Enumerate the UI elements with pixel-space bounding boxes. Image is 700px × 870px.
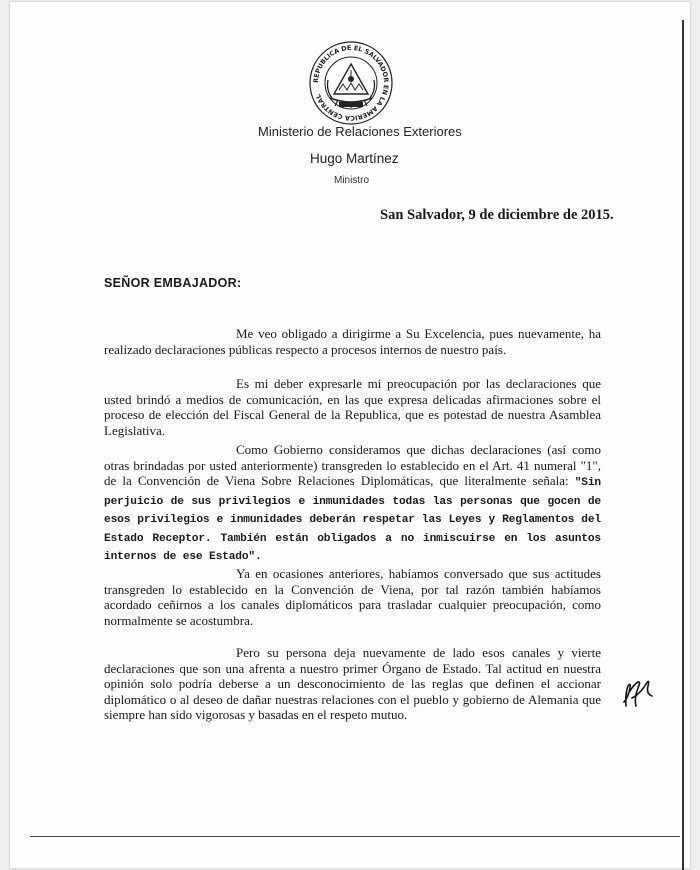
vienna-convention-quote: "Sin perjuicio de sus privilegios e inmunidades todas las personas que gocen de esos privilegios e inmunidades deberán respetar las Leyes y Reglamentos del Estado Receptor. También están obligados a no inmiscuirse en los asuntos internos de ese Estado".: [104, 477, 601, 563]
paragraph-3-intro: Como Gobierno consideramos que dichas declaraciones (así como otras brindadas por usted anteriormente) transgreden lo establecido en el Art. 41 numeral "1", de la Convención de Viena Sobre Relaciones Diplomáticas, que literalmente señala:: [104, 442, 601, 488]
paragraph-5: Pero su persona deja nuevamente de lado esos canales y vierte declaraciones que son una afrenta a nuestro primer Órgano de Estado. Tal actitud en nuestra opinión solo podría deberse a un desconocimiento de las reglas que definen el accionar diplomático o al deseo de dañar nuestras relaciones con el pueblo y gobierno de Alemania que siempre han sido vigorosas y basadas en el respeto mutuo.: [104, 645, 601, 722]
paragraph-2: Es mi deber expresarle mi preocupación por las declaraciones que usted brindó a medios de comunicación, en las que expresa delicadas afirmaciones sobre el proceso de elección del Fiscal General de la Republica, que es potestad de nuestra Asamblea Legislativa.: [104, 376, 601, 438]
paragraph-4: Ya en ocasiones anteriores, habíamos conversado que sus actitudes transgreden lo establecido en la Convención de Viena, por tal razón también habíamos acordado ceñirnos a los canales diplomáticos para trasladar cualquier preocupación, como normalmente se acostumbra.: [104, 566, 601, 628]
paragraph-1: Me veo obligado a dirigirme a Su Excelencia, pues nuevamente, ha realizado declaraciones públicas respecto a procesos internos de nuestro país.: [104, 326, 601, 357]
minister-name: Hugo Martínez: [310, 151, 399, 166]
seal-text: REPUBLICA DE EL SALVADOR EN LA AMERICA CENTRAL: [311, 43, 391, 123]
page-edge-right: [682, 20, 684, 870]
paragraph-3: [104, 442, 601, 566]
minister-title: Ministro: [334, 175, 370, 186]
page-edge-bottom: [30, 836, 680, 837]
national-seal-icon: [308, 40, 394, 126]
signature-icon: [618, 672, 658, 714]
salutation: SEÑOR EMBAJADOR:: [104, 276, 242, 290]
letter-date: San Salvador, 9 de diciembre de 2015.: [380, 207, 614, 223]
ministry-name: Ministerio de Relaciones Exteriores: [258, 124, 462, 139]
